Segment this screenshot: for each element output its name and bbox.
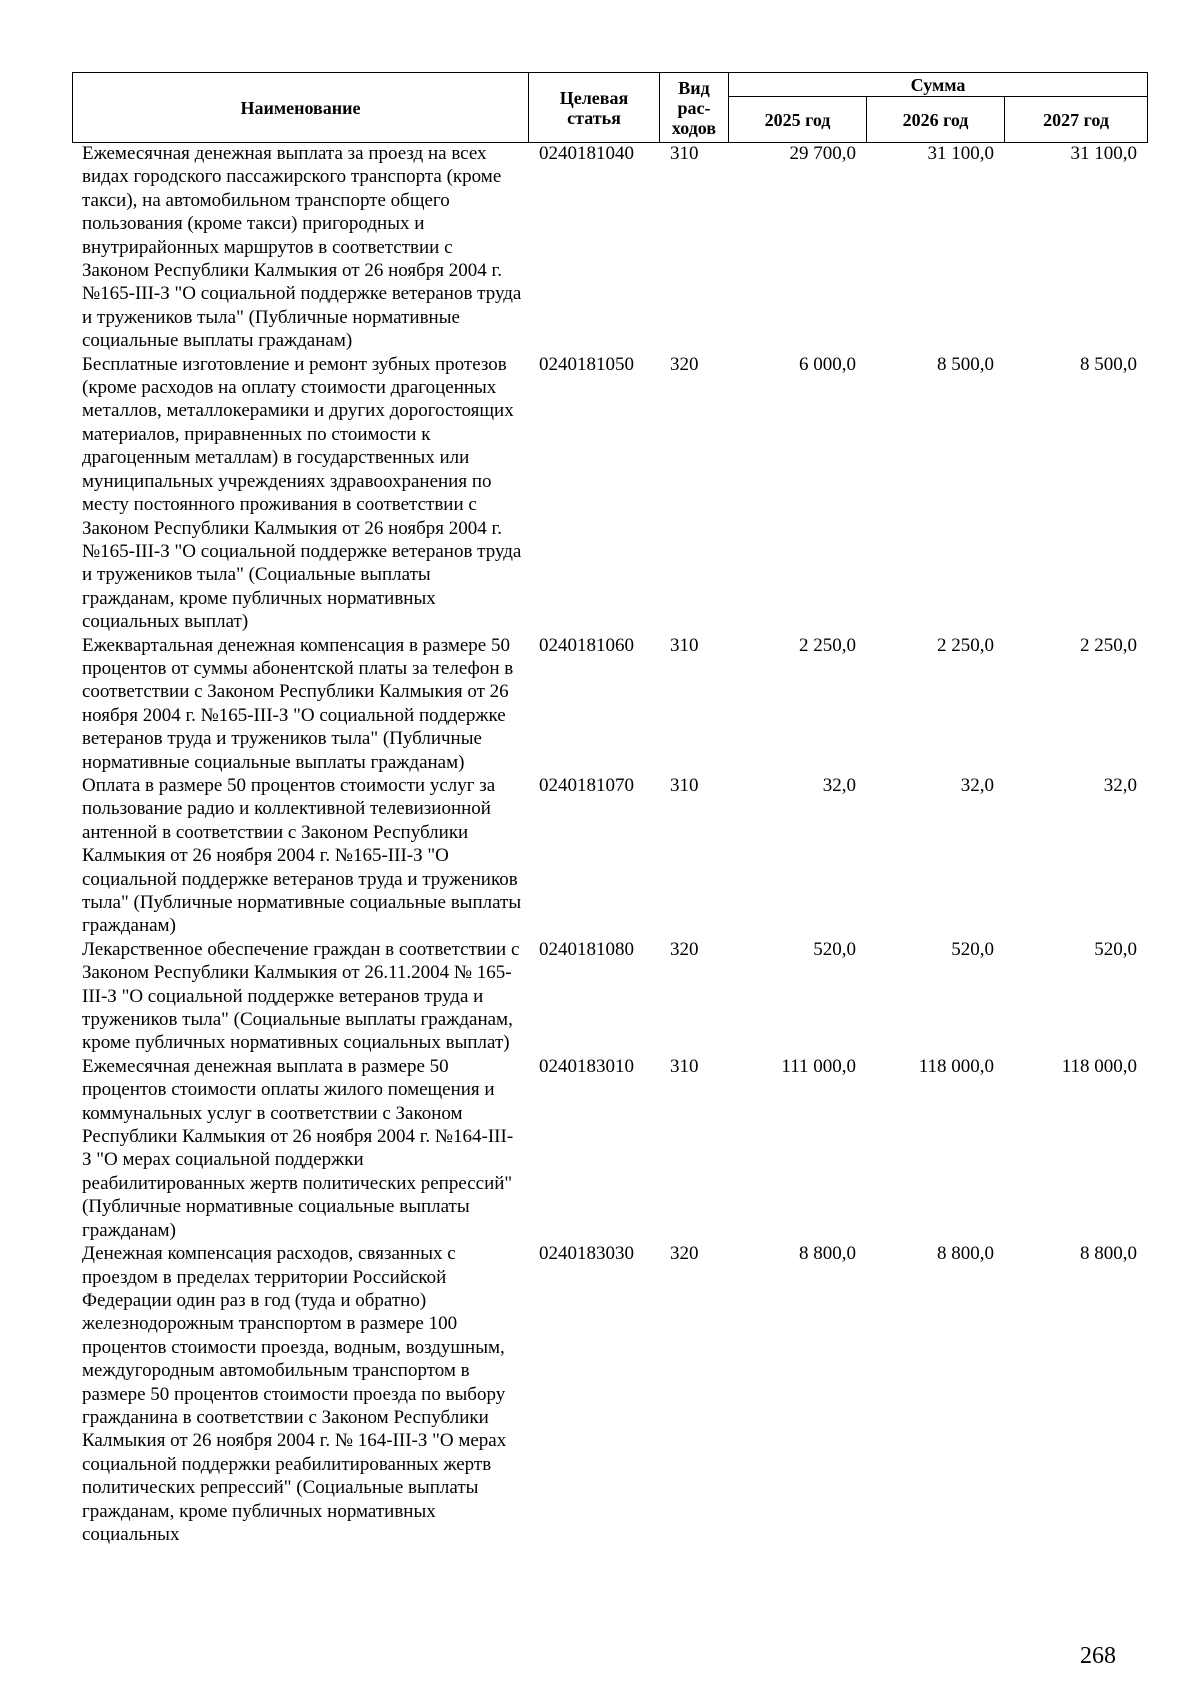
row-name: Ежеквартальная денежная компенсация в размере 50 процентов от суммы абонентской платы за телефон в соответствии с Законом Республики Калмыкия от 26 ноября 2004 г. №165-III-З "О социальной поддержке ветеранов труда и тружеников тыла" (Публичные нормативные социальные выплаты гражданам): [82, 634, 514, 773]
header-year-2026: 2026 год: [867, 97, 1005, 143]
row-sum-2025: 32,0: [822, 774, 856, 796]
row-expense-type: 310: [670, 1055, 699, 1077]
row-sum-2027: 2 250,0: [1080, 634, 1137, 656]
row-sum-2026: 8 500,0: [937, 353, 994, 375]
row-target-code: 0240183030: [539, 1243, 634, 1265]
row-sum-2025: 8 800,0: [799, 1243, 856, 1265]
row-sum-2025: 29 700,0: [789, 143, 856, 164]
row-sum-2025: 6 000,0: [799, 353, 856, 375]
header-year-2025: 2025 год: [729, 97, 867, 143]
row-sum-2026: 118 000,0: [918, 1055, 994, 1077]
table-row: [72, 142, 1147, 353]
row-sum-2027: 118 000,0: [1061, 1055, 1137, 1077]
header-expense-type: Вид рас- ходов: [660, 73, 729, 143]
row-expense-type: 320: [670, 353, 699, 375]
table-row: [72, 938, 1147, 1055]
header-year-2027: 2027 год: [1005, 97, 1148, 143]
row-expense-type: 320: [670, 1243, 699, 1265]
row-target-code: 0240181040: [539, 143, 634, 164]
row-name: Ежемесячная денежная выплата в размере 50 процентов стоимости оплаты жилого помещения и коммунальных услуг в соответствии с Законом Республики Калмыкия от 26 ноября 2004 г. №164-III-З "О мерах социальной поддержки реабилитированных жертв политических репрессий" (Публичные нормативные социальные выплаты гражданам): [82, 1055, 514, 1241]
row-target-code: 0240181060: [539, 634, 634, 656]
row-sum-2026: 32,0: [960, 774, 994, 796]
table-row: [72, 1055, 1147, 1242]
table-row: [72, 353, 1147, 634]
row-expense-type: 310: [670, 634, 699, 656]
row-sum-2027: 32,0: [1103, 774, 1137, 796]
row-target-code: 0240181050: [539, 353, 634, 375]
header-target-article: Целевая статья: [529, 73, 660, 143]
row-name: Бесплатные изготовление и ремонт зубных протезов (кроме расходов на оплату стоимости драгоценных металлов, металлокерамики и других дорогостоящих материалов, приравненных по стоимости к драгоценным металлам) в государственных или муниципальных учреждениях здравоохранения по месту постоянного проживания в соответствии с Законом Республики Калмыкия от 26 ноября 2004 г. №165-III-З "О социальной поддержке ветеранов труда и тружеников тыла" (Социальные выплаты гражданам, кроме публичных нормативных социальных выплат): [82, 353, 522, 633]
row-name: Ежемесячная денежная выплата за проезд на всех видах городского пассажирского транспорта (кроме такси), на автомобильном транспорте общего пользования (кроме такси) пригородных и внутрирайонных маршрутов в соответствии с Законом Республики Калмыкия от 26 ноября 2004 г. №165-III-З "О социальной поддержке ветеранов труда и тружеников тыла" (Публичные нормативные социальные выплаты гражданам): [82, 143, 522, 352]
row-sum-2027: 8 800,0: [1080, 1243, 1137, 1265]
header-sum: Сумма: [729, 73, 1148, 97]
row-expense-type: 310: [670, 774, 699, 796]
row-target-code: 0240183010: [539, 1055, 634, 1077]
row-sum-2026: 31 100,0: [927, 143, 994, 164]
row-sum-2027: 520,0: [1094, 938, 1137, 960]
row-sum-2027: 31 100,0: [1070, 143, 1137, 164]
row-sum-2026: 520,0: [951, 938, 994, 960]
table-row: [72, 1242, 1147, 1546]
row-target-code: 0240181070: [539, 774, 634, 796]
row-name: Денежная компенсация расходов, связанных с проездом в пределах территории Российской Федерации один раз в год (туда и обратно) железнодорожным транспортом в размере 100 процентов стоимости проезда, водным, воздушным, междугородным автомобильным транспортом в размере 50 процентов стоимости проезда по выбору гражданина в соответствии с Законом Республики Калмыкия от 26 ноября 2004 г. № 164-III-З "О мерах социальной поддержки реабилитированных жертв политических репрессий" (Социальные выплаты гражданам, кроме публичных нормативных социальных: [82, 1243, 507, 1545]
table-row: [72, 774, 1147, 938]
row-expense-type: 320: [670, 938, 699, 960]
page-number: 268: [1080, 1643, 1116, 1669]
row-sum-2025: 111 000,0: [781, 1055, 856, 1077]
budget-table: [72, 142, 1147, 1546]
row-name: Лекарственное обеспечение граждан в соответствии с Законом Республики Калмыкия от 26.11.2004 № 165-III-З "О социальной поддержке ветеранов труда и тружеников тыла" (Социальные выплаты гражданам, кроме публичных нормативных социальных выплат): [82, 938, 520, 1054]
row-expense-type: 310: [670, 143, 699, 164]
header-name: Наименование: [73, 73, 529, 143]
row-sum-2026: 2 250,0: [937, 634, 994, 656]
row-target-code: 0240181080: [539, 938, 634, 960]
table-row: [72, 634, 1147, 774]
table-header: [72, 72, 1148, 143]
row-sum-2025: 520,0: [813, 938, 856, 960]
row-sum-2025: 2 250,0: [799, 634, 856, 656]
row-name: Оплата в размере 50 процентов стоимости услуг за пользование радио и коллективной телевизионной антенной в соответствии с Законом Республики Калмыкия от 26 ноября 2004 г. №165-III-З "О социальной поддержке ветеранов труда и тружеников тыла" (Публичные нормативные социальные выплаты гражданам): [82, 774, 522, 937]
row-sum-2026: 8 800,0: [937, 1243, 994, 1265]
row-sum-2027: 8 500,0: [1080, 353, 1137, 375]
